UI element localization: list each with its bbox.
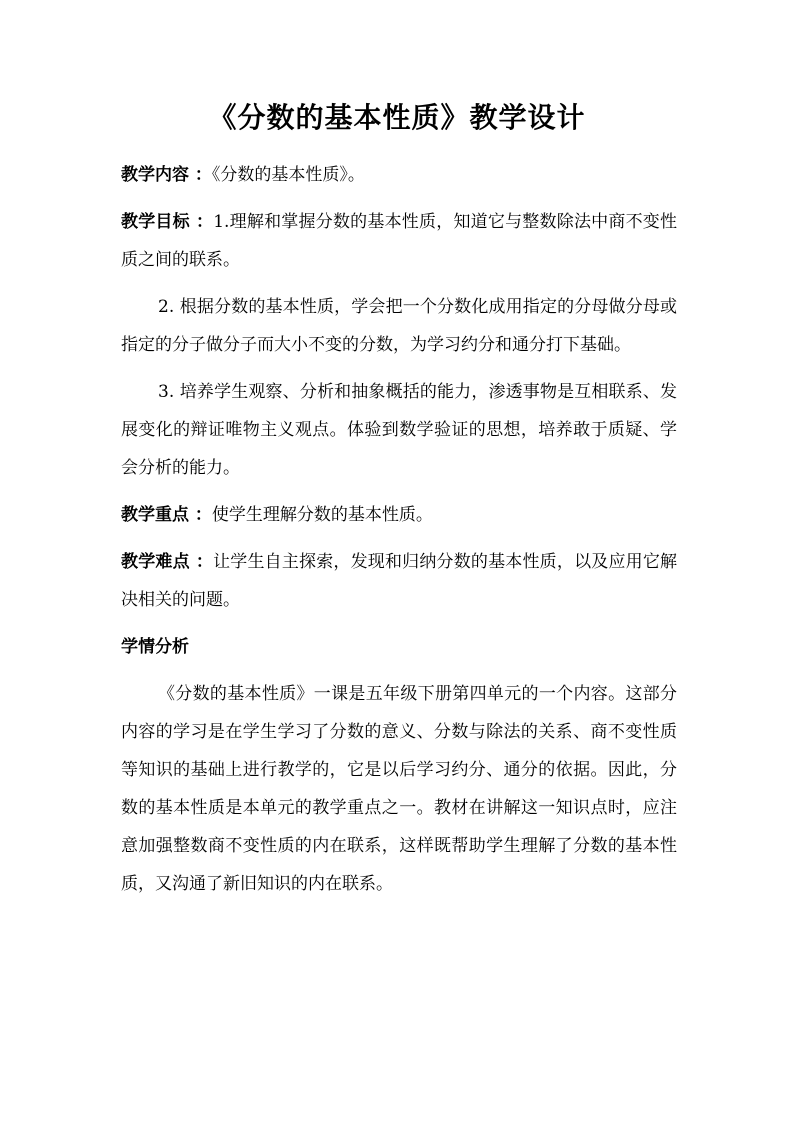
- difficulty-paragraph: [121, 543, 677, 619]
- document-body: [121, 156, 677, 912]
- teaching-objectives-paragraph: [121, 203, 677, 279]
- teaching-objectives-label: 教学目标: [121, 212, 190, 232]
- objective-item-2: 2. 根据分数的基本性质，学会把一个分数化成用指定的分母做分母或指定的分子做分子而大小不变的分数，为学习约分和通分打下基础。: [121, 297, 677, 355]
- objective-item-1: 1.理解和掌握分数的基本性质，知道它与整数除法中商不变性质之间的联系。: [121, 212, 678, 270]
- analysis-text: 《分数的基本性质》一课是五年级下册第四单元的一个内容。这部分内容的学习是在学生学习了分数的意义、分数与除法的关系、商不变性质等知识的基础上进行教学的，它是以后学习约分、通分的依据。因此，分数的基本性质是本单元的教学重点之一。教材在讲解这一知识点时，应注意加强整数商不变性质的内在联系，这样既帮助学生理解了分数的基本性质，又沟通了新旧知识的内在联系。: [121, 684, 677, 894]
- teaching-content-paragraph: [121, 156, 677, 194]
- teaching-content-separator: ：: [189, 165, 212, 185]
- teaching-objectives-separator: ：: [189, 212, 214, 232]
- teaching-content-text: 《分数的基本性质》。: [211, 165, 365, 185]
- objective-item-3: 3. 培养学生观察、分析和抽象概括的能力，渗透事物是互相联系、发展变化的辩证唯物主义观点。体验到数学验证的思想，培养敢于质疑、学会分析的能力。: [121, 382, 677, 478]
- key-point-paragraph: [121, 496, 677, 534]
- document-title: 《分数的基本性质》教学设计: [208, 101, 586, 134]
- difficulty-separator: ：: [189, 552, 214, 572]
- difficulty-label: 教学难点: [121, 552, 190, 572]
- analysis-heading: 学情分析: [121, 637, 189, 657]
- difficulty-text: 让学生自主探索，发现和归纳分数的基本性质，以及应用它解决相关的问题。: [121, 552, 678, 610]
- key-point-text: 使学生理解分数的基本性质。: [211, 505, 433, 525]
- teaching-content-label: 教学内容: [121, 165, 189, 185]
- key-point-label: 教学重点: [121, 505, 189, 525]
- key-point-separator: ：: [189, 505, 212, 525]
